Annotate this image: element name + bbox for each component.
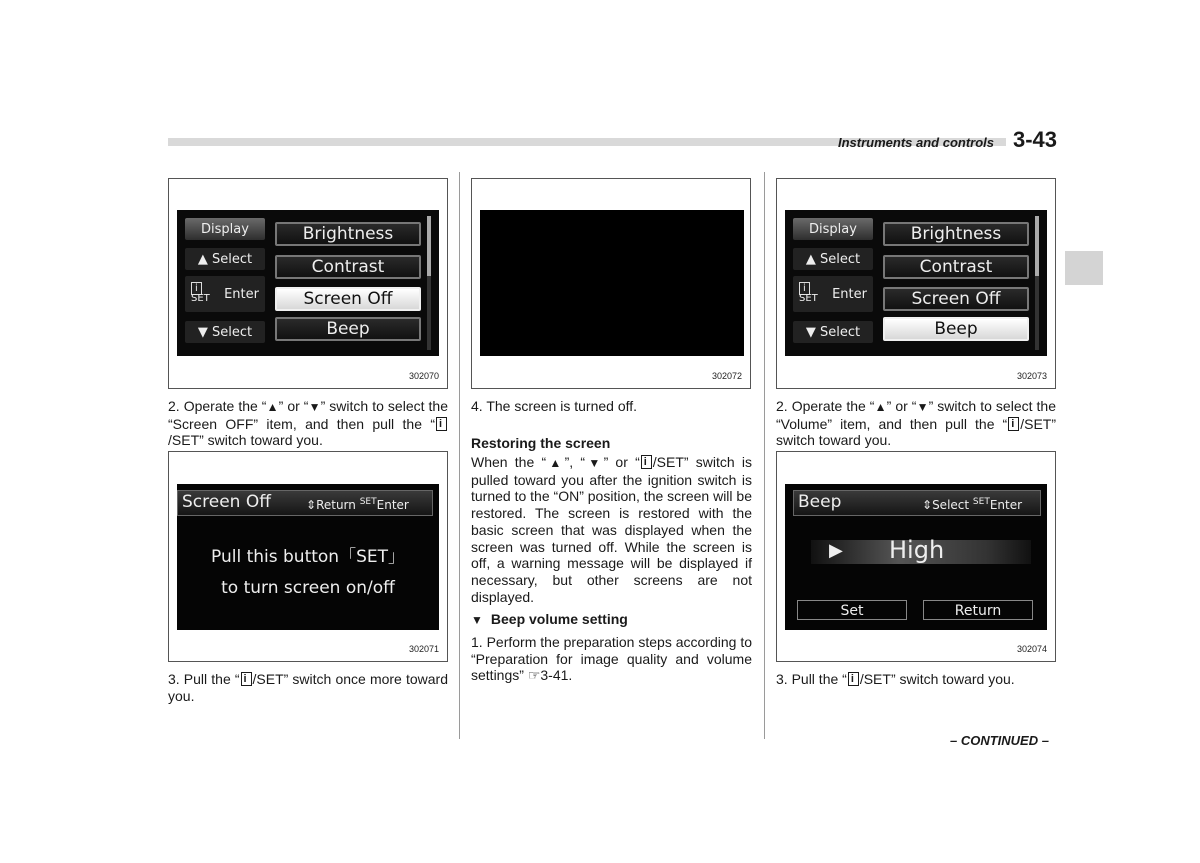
select-down-button: ▼ Select	[793, 321, 873, 343]
figure-302072	[471, 178, 751, 389]
select-down-button: ▼ Select	[185, 321, 265, 343]
beep-screen	[785, 484, 1047, 630]
menu-item-brightness: Brightness	[275, 222, 421, 246]
select-up-button: ▲ Select	[185, 248, 265, 270]
figure-302074	[776, 451, 1056, 662]
title-bar	[793, 490, 1041, 516]
menu-item-contrast: Contrast	[883, 255, 1029, 279]
beep-step-2-text: 2. Operate the “▲” or “▼” switch to select the “Volume” item, and then pull the “i /SET” switch toward you.	[776, 398, 1056, 449]
figure-code: 302073	[1016, 371, 1047, 381]
title-bar	[177, 490, 433, 516]
beep-step-3-text: 3. Pull the “i /SET” switch toward you.	[776, 671, 1056, 688]
step-4-text: 4. The screen is turned off.	[471, 398, 638, 414]
instruction-line-2: to turn screen on/off	[221, 578, 395, 598]
info-icon	[436, 417, 447, 431]
info-icon	[641, 455, 652, 469]
display-button: Display	[793, 218, 873, 240]
info-icon	[848, 672, 859, 686]
screen-title: Screen Off	[182, 492, 271, 512]
section-title: Instruments and controls	[838, 135, 995, 150]
scrollbar	[427, 216, 431, 350]
select-up-button: ▲ Select	[793, 248, 873, 270]
volume-value: High	[889, 536, 945, 564]
column-divider	[459, 172, 460, 739]
set-button: Set	[797, 600, 907, 620]
set-enter-button	[185, 276, 265, 312]
figure-code: 302070	[408, 371, 439, 381]
select-hint: ⇕Select $^{SET}$Enter	[922, 497, 1023, 512]
figure-302073	[776, 178, 1056, 389]
chapter-tab	[1065, 251, 1103, 285]
screen-title: Beep	[798, 492, 842, 512]
play-arrow-icon: ▶	[829, 540, 843, 561]
reference-icon: ☞	[527, 667, 541, 684]
figure-code: 302074	[1016, 644, 1047, 654]
menu-item-contrast: Contrast	[275, 255, 421, 279]
info-icon	[1008, 417, 1019, 431]
figure-302070	[168, 178, 448, 389]
restoring-heading: Restoring the screen	[471, 435, 611, 451]
menu-item-beep: Beep	[275, 317, 421, 341]
menu-item-screen-off: Screen Off	[275, 287, 421, 311]
menu-item-brightness: Brightness	[883, 222, 1029, 246]
blank-screen	[480, 210, 744, 356]
menu-screen	[177, 210, 439, 356]
instruction-line-1: Pull this button「SET」	[211, 547, 405, 567]
info-icon	[241, 672, 252, 686]
menu-item-beep: Beep	[883, 317, 1029, 341]
return-button: Return	[923, 600, 1033, 620]
page-number: 3-43	[1013, 127, 1058, 152]
continued-label: – CONTINUED –	[950, 733, 1049, 748]
step-2-text: 2. Operate the “▲” or “▼” switch to select the “Screen OFF” item, and then pull the “i/SET” switch toward you.	[168, 398, 448, 449]
beep-heading: ▼ Beep volume setting	[471, 611, 628, 627]
display-button: Display	[185, 218, 265, 240]
scrollbar	[1035, 216, 1039, 350]
step-3-text: 3. Pull the “i /SET” switch once more toward you.	[168, 671, 448, 704]
beep-step-1-text: 1. Perform the preparation steps according to “Preparation for image quality and volume settings” ☞3-41.	[471, 634, 752, 684]
return-hint: ⇕Return $^{SET}$Enter	[306, 497, 409, 512]
restoring-text: When the “▲”, “▼” or “i /SET” switch is pulled toward you after the ignition switch is turned to the “ON” position, the screen will be restored. The screen is restored with the basic screen that was displayed when the screen was turned off. While the screen is off, a warning message will be displayed if necessary, but other screens are not displayed.	[471, 454, 752, 605]
enter-label: Enter	[832, 286, 867, 302]
screen-off-screen	[177, 484, 439, 630]
info-set-icon: i SET	[191, 283, 210, 304]
figure-code: 302071	[408, 644, 439, 654]
set-enter-button	[793, 276, 873, 312]
column-divider	[764, 172, 765, 739]
enter-label: Enter	[224, 286, 259, 302]
info-set-icon: i SET	[799, 283, 818, 304]
figure-code: 302072	[711, 371, 742, 381]
menu-item-screen-off: Screen Off	[883, 287, 1029, 311]
menu-screen	[785, 210, 1047, 356]
figure-302071	[168, 451, 448, 662]
